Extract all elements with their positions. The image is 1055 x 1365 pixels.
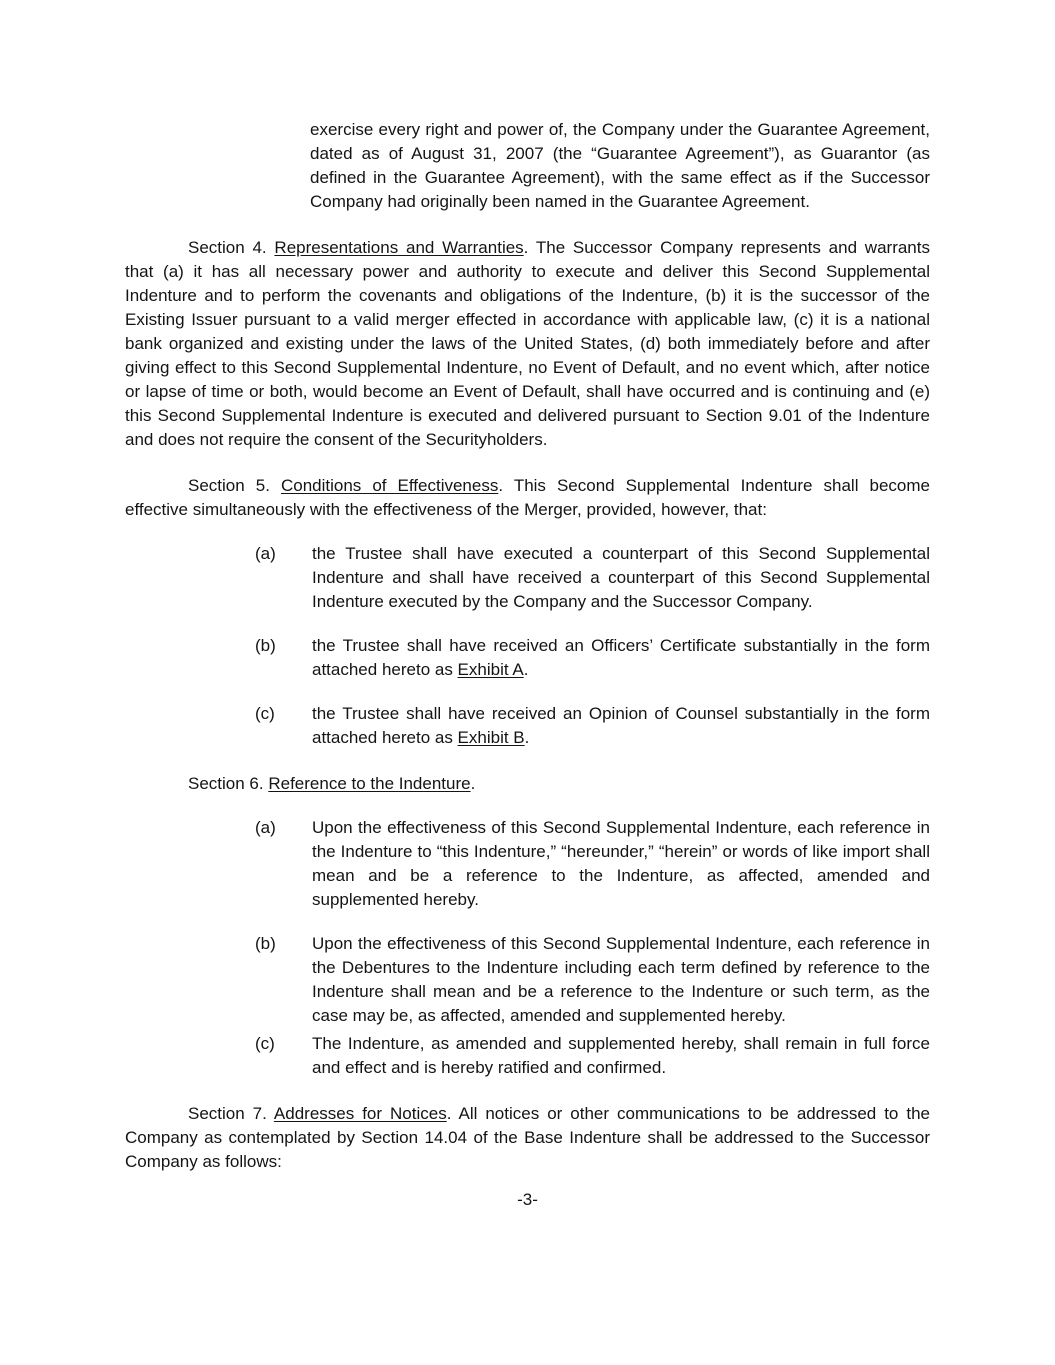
item-marker-5b: (b) <box>255 636 276 655</box>
section-7-label: Section 7. <box>188 1104 267 1123</box>
item-text-6c: The Indenture, as amended and supplemented hereby, shall remain in full force and effect and is hereby ratified and confirmed. <box>312 1034 930 1077</box>
section-4-label: Section 4. <box>188 238 267 257</box>
list-item-5a <box>255 542 930 614</box>
list-item-6c <box>255 1032 930 1080</box>
exhibit-b-reference: Exhibit B <box>457 728 525 747</box>
list-item-5b <box>255 634 930 682</box>
section-4-body: The Successor Company represents and warrants that (a) it has all necessary power and authority to execute and deliver this Second Supplemental Indenture and to perform the covenants and obligations of the Indenture, (b) it is the successor of the Existing Issuer pursuant to a valid merger effected in accordance with applicable law, (c) it is a national bank organized and existing under the laws of the United States, (d) both immediately before and after giving effect to this Second Supplemental Indenture, no Event of Default, and no event which, after notice or lapse of time or both, would become an Event of Default, shall have occurred and is continuing and (e) this Second Supplemental Indenture is executed and delivered pursuant to Section 9.01 of the Indenture and does not require the consent of the Securityholders. <box>125 238 930 449</box>
continuation-paragraph: exercise every right and power of, the Company under the Guarantee Agreement, dated as of August 31, 2007 (the “Guarantee Agreement”), as Guarantor (as defined in the Guarantee Agreement), with the same effect as if the Successor Company had originally been named in the Guarantee Agreement. <box>310 120 930 211</box>
section-6-label: Section 6. <box>188 774 264 793</box>
section-6-heading-period: . <box>470 774 476 793</box>
item-marker-6b: (b) <box>255 934 276 953</box>
item-text-5c-after: . <box>524 728 530 747</box>
item-marker-6c: (c) <box>255 1034 275 1053</box>
list-item-6b <box>255 932 930 1028</box>
section-7-heading-period: . <box>446 1104 452 1123</box>
section-6-heading: Reference to the Indenture <box>268 774 471 793</box>
section-5-heading-period: . <box>498 476 504 495</box>
item-text-5b-after: . <box>523 660 529 679</box>
section-4-heading: Representations and Warranties <box>274 238 524 257</box>
section-7-paragraph <box>125 1102 930 1174</box>
page-number: -3- <box>517 1190 538 1209</box>
item-marker-5c: (c) <box>255 704 275 723</box>
section-5-body: This Second Supplemental Indenture shall become effective simultaneously with the effectiveness of the Merger, provided, however, that: <box>125 476 930 519</box>
item-marker-5a: (a) <box>255 544 276 563</box>
section-6-paragraph <box>125 772 930 796</box>
list-item-6a <box>255 816 930 912</box>
section-5-paragraph <box>125 474 930 522</box>
item-text-6b: Upon the effectiveness of this Second Supplemental Indenture, each reference in the Debentures to the Indenture including each term defined by reference to the Indenture shall mean and be a reference to the Indenture or such term, as the case may be, as affected, amended and supplemented hereby. <box>312 934 930 1025</box>
item-text-6a: Upon the effectiveness of this Second Supplemental Indenture, each reference in the Indenture to “this Indenture,” “hereunder,” “herein” or words of like import shall mean and be a reference to the Indenture, as affected, amended and supplemented hereby. <box>312 818 930 909</box>
list-item-5c <box>255 702 930 750</box>
item-text-5b-before: the Trustee shall have received an Officers’ Certificate substantially in the form attached hereto as <box>312 636 930 679</box>
section-4-heading-period: . <box>523 238 529 257</box>
section-5-heading: Conditions of Effectiveness <box>280 476 499 495</box>
section-4-paragraph <box>125 236 930 452</box>
item-marker-6a: (a) <box>255 818 276 837</box>
exhibit-a-reference: Exhibit A <box>457 660 524 679</box>
section-7-body: All notices or other communications to be addressed to the Company as contemplated by Section 14.04 of the Base Indenture shall be addressed to the Successor Company as follows: <box>125 1104 930 1171</box>
item-text-5c <box>312 704 930 747</box>
item-text-5a: the Trustee shall have executed a counterpart of this Second Supplemental Indenture and shall have received a counterpart of this Second Supplemental Indenture executed by the Company and the Successor Company. <box>312 544 930 611</box>
section-7-heading: Addresses for Notices <box>273 1104 447 1123</box>
section-5-label: Section 5. <box>188 476 270 495</box>
item-text-5b <box>312 636 930 679</box>
item-text-5c-before: the Trustee shall have received an Opinion of Counsel substantially in the form attached hereto as <box>312 704 930 747</box>
